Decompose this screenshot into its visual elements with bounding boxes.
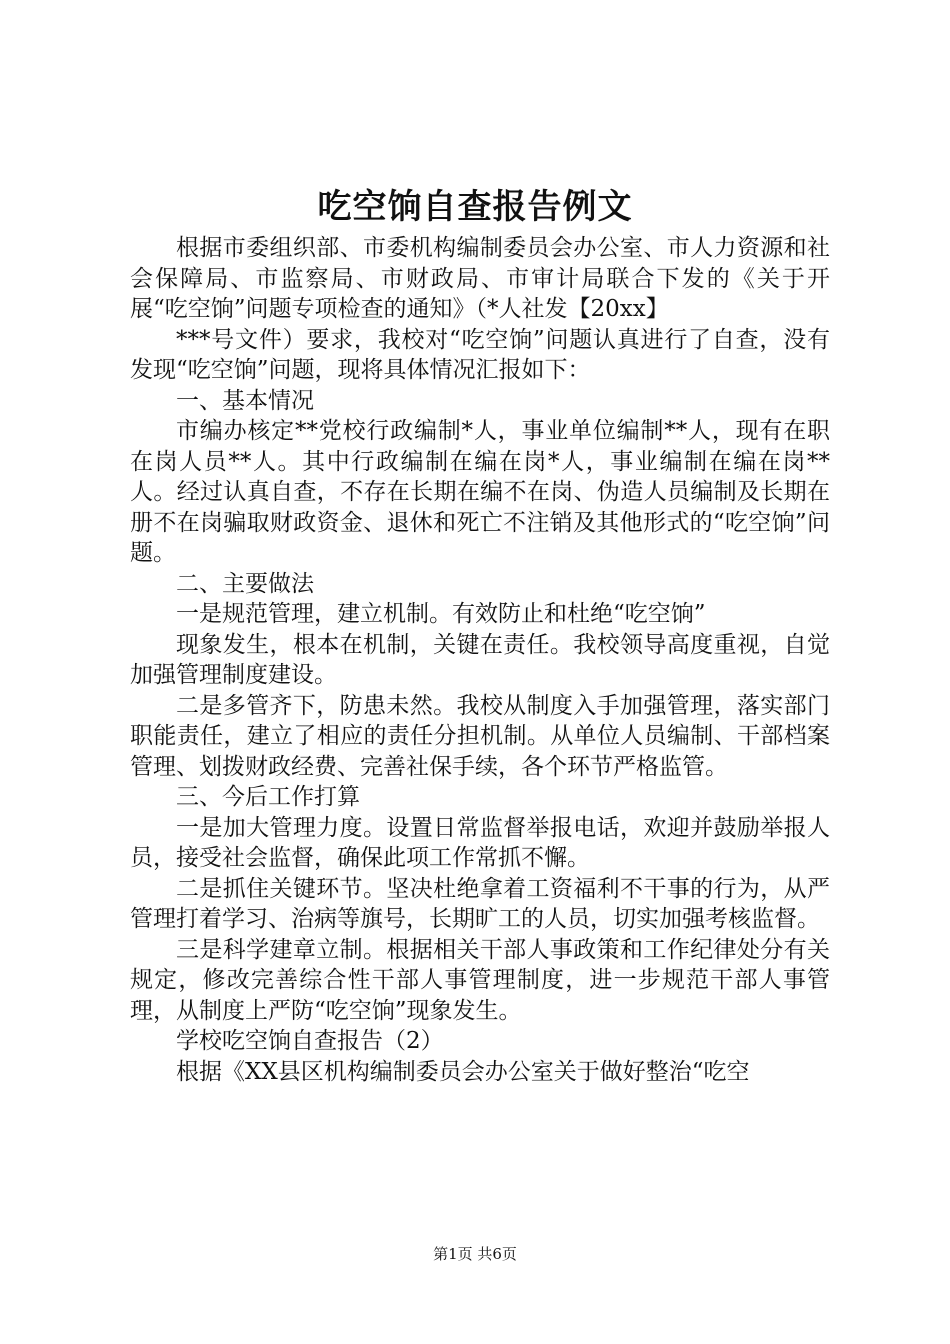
paragraph-plan-2: 二是抓住关键环节。坚决杜绝拿着工资福利不干事的行为，从严管理打着学习、治病等旗号，长期旷工的人员，切实加强考核监督。: [130, 875, 830, 932]
paragraph-basic-situation: 市编办核定**党校行政编制*人，事业单位编制**人，现有在职在岗人员**人。其中行政编制在编在岗*人，事业编制在编在岗**人。经过认真自查，不存在长期在编不在岗、伪造人员编制及长期在册不在岗骗取财政资金、退休和死亡不注销及其他形式的“吃空饷”问题。: [130, 418, 830, 566]
paragraph-intro: 根据市委组织部、市委机构编制委员会办公室、市人力资源和社会保障局、市监察局、市财政局、市审计局联合下发的《关于开展“吃空饷”问题专项检查的通知》（*人社发【20xx】: [130, 235, 830, 322]
document-title: 吃空饷自查报告例文: [317, 187, 633, 227]
section-heading-plans: 三、今后工作打算: [176, 784, 360, 810]
paragraph-plan-3: 三是科学建章立制。根据相关干部人事政策和工作纪律处分有关规定，修改完善综合性干部人事管理制度，进一步规范干部人事管理，从制度上严防“吃空饷”现象发生。: [130, 936, 830, 1024]
subreport-title: 学校吃空饷自查报告（2）: [176, 1028, 444, 1054]
paragraph-subreport-start: 根据《XX县区机构编制委员会办公室关于做好整治“吃空: [176, 1058, 750, 1085]
section-heading-methods: 二、主要做法: [176, 570, 314, 597]
paragraph-plan-1: 一是加大管理力度。设置日常监督举报电话，欢迎并鼓励举报人员，接受社会监督，确保此项工作常抓不懈。: [130, 814, 830, 871]
section-heading-basic: 一、基本情况: [176, 387, 314, 414]
paragraph-method-2: 二是多管齐下，防患未然。我校从制度入手加强管理，落实部门职能责任，建立了相应的责任分担机制。从单位人员编制、干部档案管理、划拨财政经费、完善社保手续，各个环节严格监管。: [130, 692, 830, 780]
paragraph-method-1: 一是规范管理，建立机制。有效防止和杜绝“吃空饷”: [176, 601, 706, 627]
paragraph-method-1-continued: 现象发生，根本在机制，关键在责任。我校领导高度重视，自觉加强管理制度建设。: [130, 631, 830, 688]
page-number: 第1页 共6页: [433, 1245, 517, 1263]
paragraph-intro-continued: ***号文件）要求，我校对“吃空饷”问题认真进行了自查，没有发现“吃空饷”问题，现将具体情况汇报如下：: [130, 326, 830, 383]
document-body: [130, 233, 830, 1087]
